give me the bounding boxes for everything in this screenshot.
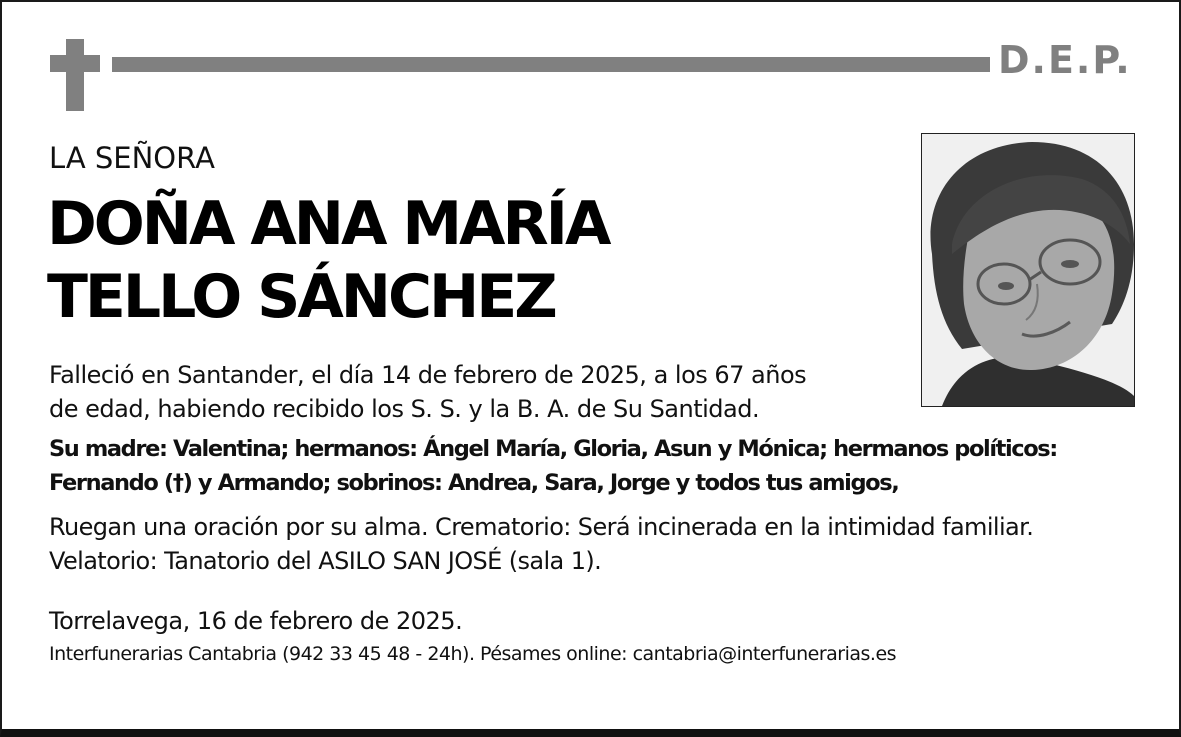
portrait-photo-icon <box>921 133 1135 407</box>
death-details <box>49 358 806 426</box>
cross-icon-bar <box>50 55 100 72</box>
name-line-2: TELLO SÁNCHEZ <box>47 262 555 332</box>
family-list <box>49 432 1057 500</box>
family-line-2: Fernando (†) y Armando; sobrinos: Andrea, Sara, Jorge y todos tus amigos, <box>49 470 899 496</box>
deceased-name <box>47 188 608 334</box>
name-line-1: DOÑA ANA MARÍA <box>47 189 609 259</box>
cross-icon <box>66 39 84 111</box>
death-line-2: de edad, habiendo recibido los S. S. y la B. A. de Su Santidad. <box>49 395 760 423</box>
death-line-1: Falleció en Santander, el día 14 de febrero de 2025, a los 67 años <box>49 361 807 389</box>
prayer-line-2: Velatorio: Tanatorio del ASILO SAN JOSÉ (sala 1). <box>49 547 602 575</box>
funeral-home-contact: Interfunerarias Cantabria (942 33 45 48 - 24h). Pésames online: cantabria@interfunerarias.es <box>49 643 897 665</box>
family-line-1: Su madre: Valentina; hermanos: Ángel María, Gloria, Asun y Mónica; hermanos políticos: <box>49 436 1057 462</box>
dep-label: D.E.P. <box>998 38 1132 82</box>
intro-title: LA SEÑORA <box>49 141 215 175</box>
prayer-and-services <box>49 510 1033 578</box>
place-date: Torrelavega, 16 de febrero de 2025. <box>49 607 463 635</box>
header-rule <box>112 57 990 72</box>
prayer-line-1: Ruegan una oración por su alma. Crematorio: Será incinerada en la intimidad familiar. <box>49 513 1034 541</box>
